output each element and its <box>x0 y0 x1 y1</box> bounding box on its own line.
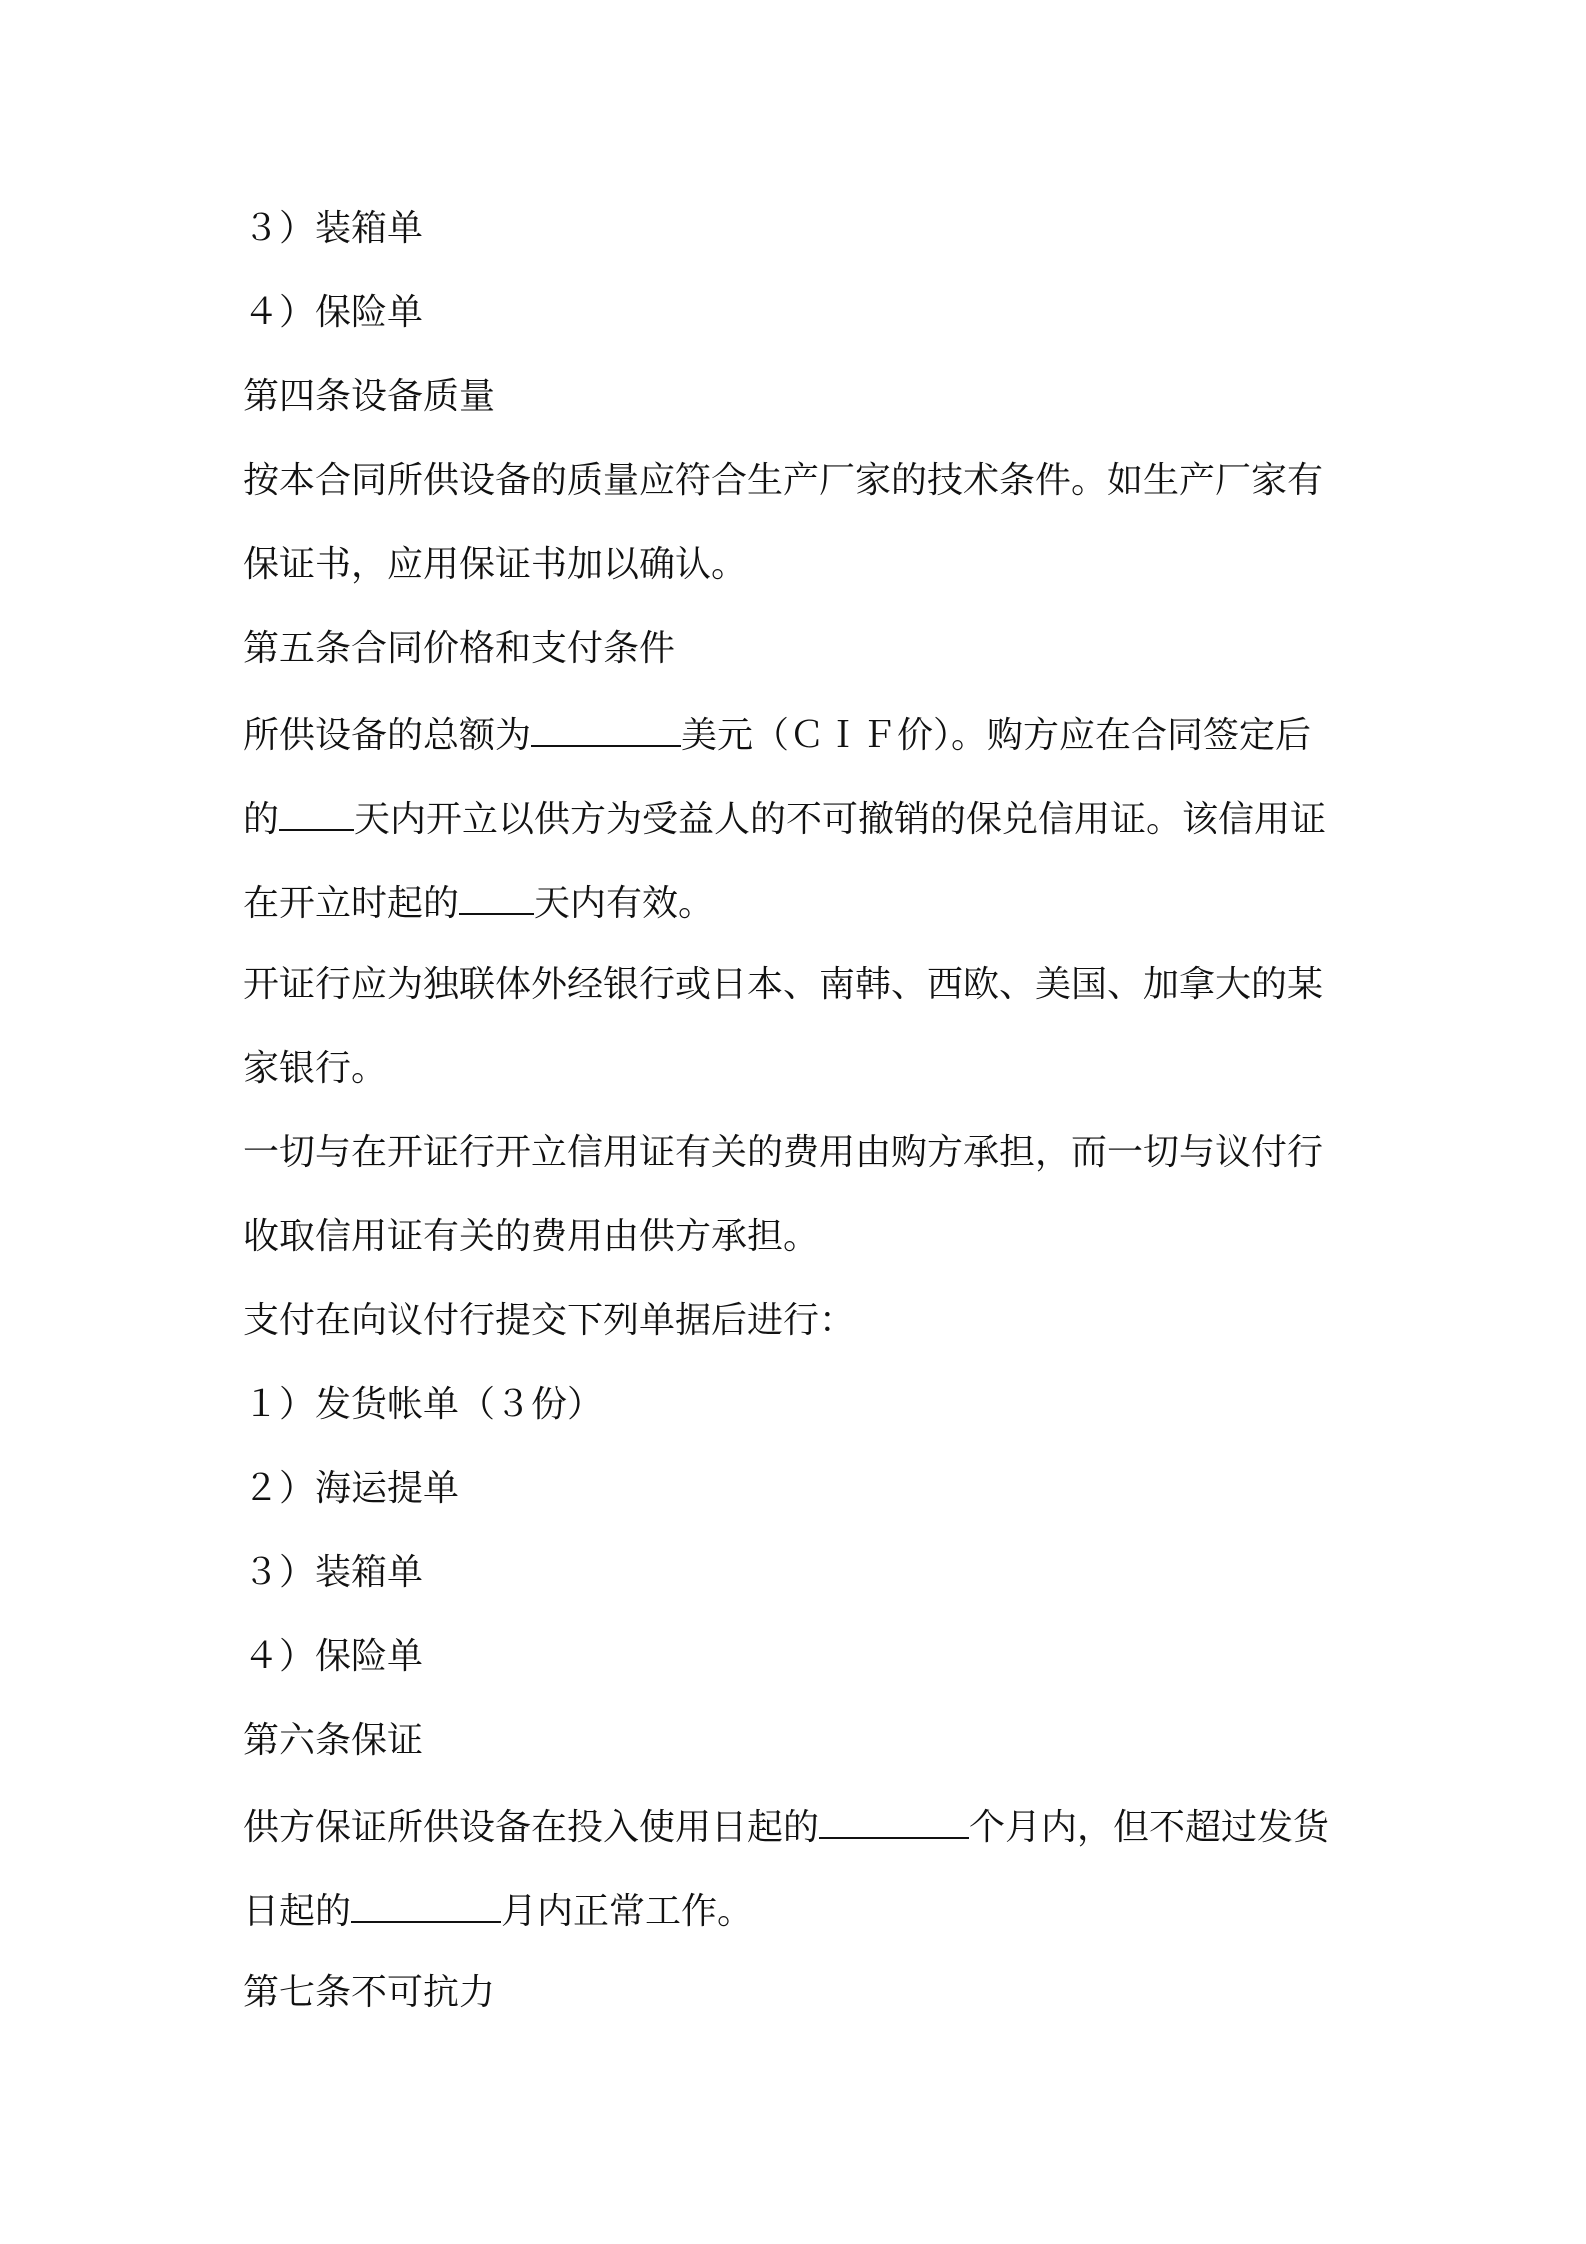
list-item-bill-of-lading: ２）海运提单 <box>243 1468 460 1509</box>
list-item-insurance: ４）保险单 <box>243 1636 424 1677</box>
section-heading-6: 第六条保证 <box>243 1720 424 1761</box>
paragraph-line: 保证书，应用保证书加以确认。 <box>243 544 748 585</box>
text-segment: 美元（ＣＩＦ价）。购方应在合同签定后 <box>681 715 1312 756</box>
paragraph-line <box>243 1887 1363 1934</box>
paragraph-line: 收取信用证有关的费用由供方承担。 <box>243 1216 820 1257</box>
text-segment: 天内有效。 <box>534 883 715 924</box>
fill-blank-months-use[interactable] <box>819 1803 969 1839</box>
paragraph-line: 开证行应为独联体外经银行或日本、南韩、西欧、美国、加拿大的某 <box>243 964 1324 1005</box>
text-segment: 所供设备的总额为 <box>243 715 532 756</box>
paragraph-line: 按本合同所供设备的质量应符合生产厂家的技术条件。如生产厂家有 <box>243 460 1324 501</box>
paragraph-line <box>243 711 1363 758</box>
list-item-insurance: ４）保险单 <box>243 292 424 333</box>
text-segment: 在开立时起的 <box>243 883 460 924</box>
section-heading-4: 第四条设备质量 <box>243 376 496 417</box>
text-segment: 月内正常工作。 <box>501 1891 754 1932</box>
paragraph-line: 家银行。 <box>243 1048 388 1089</box>
list-item-invoice: １）发货帐单（３份） <box>243 1384 604 1425</box>
section-heading-7: 第七条不可抗力 <box>243 1972 496 2013</box>
text-segment: 的 <box>243 799 280 840</box>
paragraph-line <box>243 795 1363 842</box>
paragraph-line: 支付在向议付行提交下列单据后进行： <box>243 1300 856 1341</box>
text-segment: 个月内，但不超过发货 <box>969 1807 1330 1848</box>
text-segment: 日起的 <box>243 1891 352 1932</box>
text-segment: 供方保证所供设备在投入使用日起的 <box>243 1807 820 1848</box>
paragraph-line: 一切与在开证行开立信用证有关的费用由购方承担，而一切与议付行 <box>243 1132 1324 1173</box>
section-heading-5: 第五条合同价格和支付条件 <box>243 628 676 669</box>
fill-blank-days-valid[interactable] <box>459 879 534 915</box>
fill-blank-days-open[interactable] <box>279 795 354 831</box>
fill-blank-months-shipment[interactable] <box>351 1887 501 1923</box>
list-item-packing-list: ３）装箱单 <box>243 208 424 249</box>
fill-blank-total-amount[interactable] <box>531 711 681 747</box>
list-item-packing-list: ３）装箱单 <box>243 1552 424 1593</box>
paragraph-line <box>243 1803 1363 1850</box>
text-segment: 天内开立以供方为受益人的不可撤销的保兑信用证。该信用证 <box>354 799 1327 840</box>
paragraph-line <box>243 879 1363 926</box>
